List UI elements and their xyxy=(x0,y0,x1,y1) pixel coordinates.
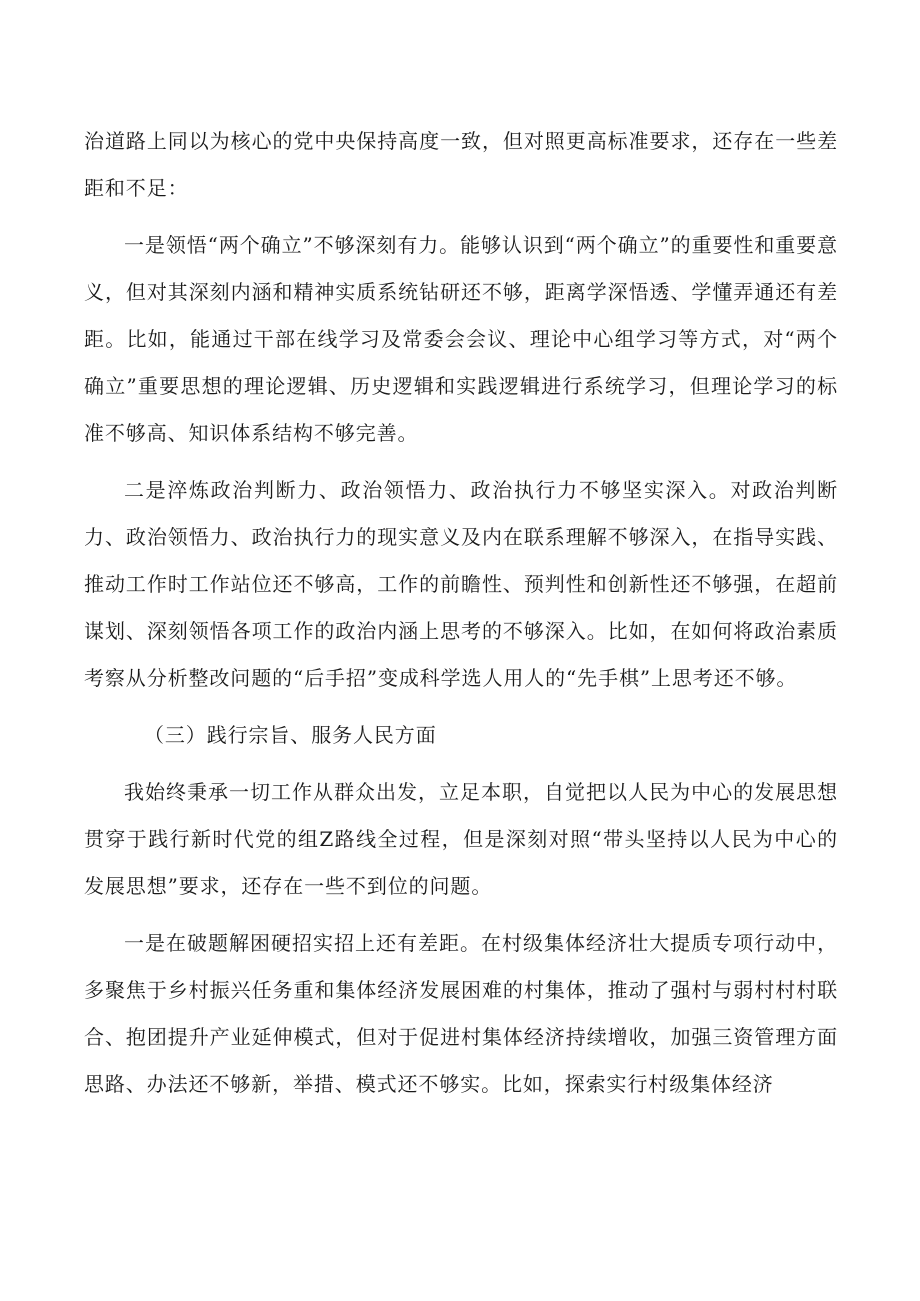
paragraph-section-point-1: 一是在破题解困硬招实招上还有差距。在村级集体经济壮大提质专项行动中，多聚焦于乡村振兴任务重和集体经济发展困难的村集体，推动了强村与弱村村村联合、抱团提升产业延伸模式，但对于促进村集体经济持续增收，加强三资管理方面思路、办法还不够新，举措、模式还不够实。比如，探索实行村级集体经济 xyxy=(84,931,838,1096)
paragraph-point-2: 二是淬炼政治判断力、政治领悟力、政治执行力不够坚实深入。对政治判断力、政治领悟力、政治执行力的现实意义及内在联系理解不够深入，在指导实践、推动工作时工作站位还不够高，工作的前瞻性、预判性和创新性还不够强，在超前谋划、深刻领悟各项工作的政治内涵上思考的不够深入。比如，在如何将政治素质考察从分析整改问题的“后手招”变成科学选人用人的“先手棋”上思考还不够。 xyxy=(84,478,838,690)
paragraph-point-1: 一是领悟“两个确立”不够深刻有力。能够认识到“两个确立”的重要性和重要意义，但对其深刻内涵和精神实质系统钻研还不够，距离学深悟透、学懂弄通还有差距。比如，能通过干部在线学习及常委会会议、理论中心组学习等方式，对“两个确立”重要思想的理论逻辑、历史逻辑和实践逻辑进行系统学习，但理论学习的标准不够高、知识体系结构不够完善。 xyxy=(84,233,838,445)
paragraph-section-intro: 我始终秉承一切工作从群众出发，立足本职，自觉把以人民为中心的发展思想贯穿于践行新时代党的组Z路线全过程，但是深刻对照“带头坚持以人民为中心的发展思想”要求，还存在一些不到位的问题。 xyxy=(84,780,838,898)
document-page xyxy=(84,118,838,1108)
section-heading: （三）践行宗旨、服务人民方面 xyxy=(144,723,437,747)
paragraph-continuation: 治道路上同以为核心的党中央保持高度一致，但对照更高标准要求，还存在一些差距和不足： xyxy=(84,129,838,200)
